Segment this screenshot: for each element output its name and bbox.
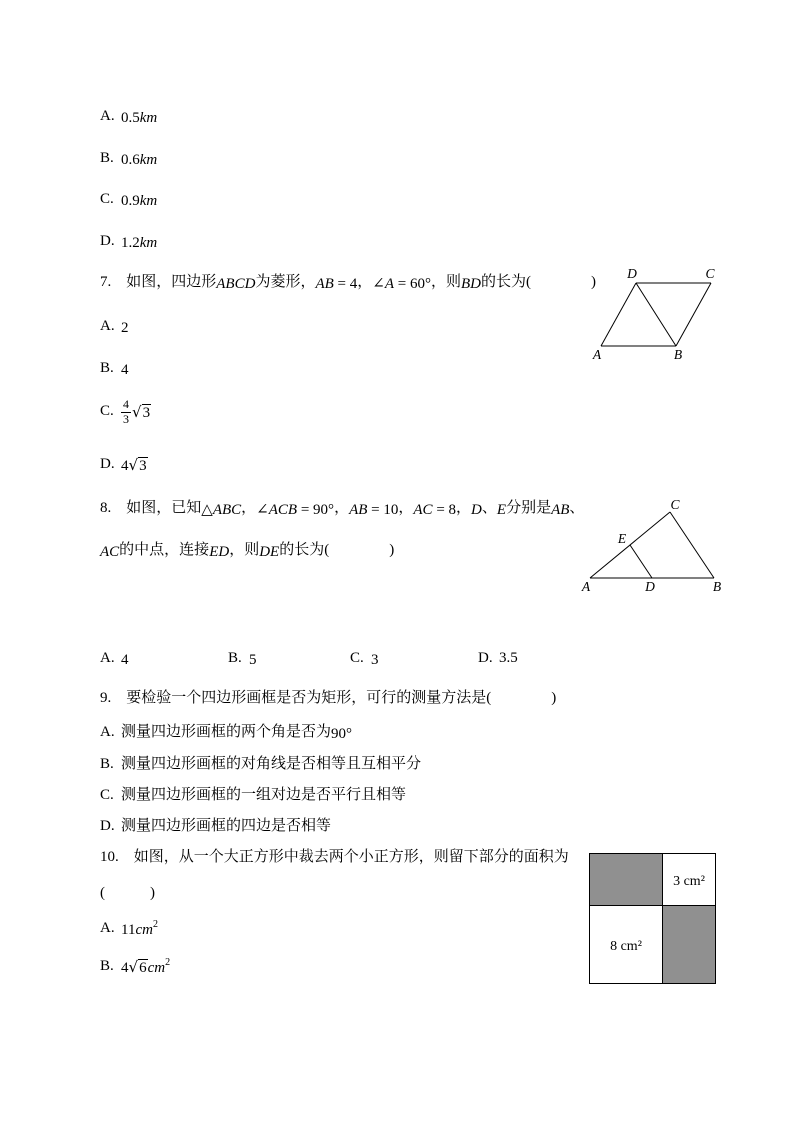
q6-option-b bbox=[100, 148, 157, 168]
option-text: 4√3 bbox=[121, 456, 147, 474]
segment-ed bbox=[630, 545, 652, 578]
q10-squares-figure bbox=[589, 853, 717, 985]
option-text: 3.5 bbox=[499, 650, 518, 666]
rhombus-edge-ad bbox=[601, 283, 636, 346]
question-text: 7. 如图，四边形ABCD为菱形，AB = 4，∠A = 60°，则BD的长为( ) bbox=[100, 274, 596, 292]
option-text: 0.9km bbox=[121, 193, 158, 209]
vertex-label-c: C bbox=[670, 498, 680, 512]
option-text: $\frac{4}{3}$ √3 bbox=[123, 397, 151, 426]
question-text: 8. 如图，已知△ABC，∠ACB = 90°，AB = 10，AC = 8，D、E分别是AB、 bbox=[100, 500, 585, 518]
gray-region-top-left bbox=[590, 854, 663, 906]
q8-option-d bbox=[478, 648, 518, 668]
q9-stem bbox=[100, 688, 556, 708]
q8-option-c bbox=[350, 648, 379, 668]
option-label: D. bbox=[478, 650, 493, 666]
option-label: A. bbox=[100, 318, 115, 334]
q8-stem-line1 bbox=[100, 498, 584, 518]
q7-option-d bbox=[100, 453, 148, 474]
vertex-label-c: C bbox=[705, 266, 715, 281]
q6-option-d bbox=[100, 231, 157, 251]
option-label: D. bbox=[100, 233, 115, 249]
option-text: 0.5km bbox=[121, 110, 158, 126]
option-label: B. bbox=[100, 360, 114, 376]
q6-option-c bbox=[100, 189, 157, 209]
option-label: C. bbox=[350, 650, 364, 666]
vertex-label-d: D bbox=[645, 579, 655, 592]
option-text: $11cm^2$ bbox=[121, 919, 158, 938]
option-label: D. bbox=[100, 456, 115, 472]
question-text: 9. 要检验一个四边形画框是否为矩形，可行的测量方法是( ) bbox=[100, 690, 557, 706]
q10-option-b bbox=[100, 955, 170, 976]
option-label: B. bbox=[228, 650, 242, 666]
option-label: C. bbox=[100, 402, 114, 419]
option-label: C. bbox=[100, 787, 114, 803]
q6-option-a bbox=[100, 106, 157, 126]
q9-option-d bbox=[100, 816, 331, 836]
vertex-label-b: B bbox=[712, 579, 722, 592]
rhombus-edge-bc bbox=[676, 283, 711, 346]
option-label: A. bbox=[100, 650, 115, 666]
option-label: A. bbox=[100, 724, 115, 740]
vertex-label-e: E bbox=[617, 531, 627, 546]
q10-stem-line1 bbox=[100, 847, 569, 867]
vertex-label-a: A bbox=[581, 579, 591, 592]
option-text: 3 bbox=[371, 652, 379, 668]
q7-option-a bbox=[100, 316, 129, 336]
option-text: 4 bbox=[121, 652, 129, 668]
option-text: 测量四边形画框的两个角是否为90° bbox=[121, 724, 353, 742]
option-label: B. bbox=[100, 150, 114, 166]
option-text: 1.2km bbox=[121, 235, 158, 251]
option-text: 测量四边形画框的四边是否相等 bbox=[121, 818, 332, 834]
gray-region-bottom-right bbox=[663, 906, 716, 984]
vertex-label-b: B bbox=[673, 347, 683, 360]
option-text: 测量四边形画框的一组对边是否平行且相等 bbox=[121, 787, 407, 803]
q9-option-a bbox=[100, 722, 352, 742]
option-text: $4√6cm^2$ bbox=[121, 957, 171, 976]
q8-option-a bbox=[100, 648, 129, 668]
question-text: AC的中点，连接ED，则DE的长为( ) bbox=[100, 542, 395, 560]
q7-rhombus-figure bbox=[588, 266, 723, 360]
option-text: 5 bbox=[249, 652, 257, 668]
q7-option-c bbox=[100, 397, 151, 426]
q7-option-b bbox=[100, 358, 129, 378]
triangle-edge-cb bbox=[670, 512, 714, 578]
option-label: A. bbox=[100, 108, 115, 124]
option-label: B. bbox=[100, 958, 114, 974]
option-label: D. bbox=[100, 818, 115, 834]
option-label: A. bbox=[100, 920, 115, 936]
q10-stem-line2 bbox=[100, 883, 155, 903]
option-label: C. bbox=[100, 191, 114, 207]
vertex-label-a: A bbox=[592, 347, 602, 360]
option-text: 4 bbox=[121, 362, 129, 378]
option-text: 0.6km bbox=[121, 152, 158, 168]
q8-stem-line2 bbox=[100, 540, 394, 560]
rhombus-diagonal-db bbox=[636, 283, 676, 346]
q9-option-c bbox=[100, 785, 406, 805]
option-text: 测量四边形画框的对角线是否相等且互相平分 bbox=[121, 756, 422, 772]
q8-triangle-figure bbox=[578, 498, 726, 592]
q8-option-b bbox=[228, 648, 257, 668]
q7-stem bbox=[100, 272, 596, 292]
vertex-label-d: D bbox=[627, 266, 637, 281]
area-label-8cm2: 8 cm² bbox=[610, 939, 642, 954]
area-label-3cm2: 3 cm² bbox=[673, 874, 705, 889]
question-text: ( ) bbox=[100, 885, 155, 901]
q10-option-a bbox=[100, 918, 158, 938]
question-text: 10. 如图，从一个大正方形中裁去两个小正方形，则留下部分的面积为 bbox=[100, 849, 569, 865]
q9-option-b bbox=[100, 754, 421, 774]
option-label: B. bbox=[100, 756, 114, 772]
option-text: 2 bbox=[121, 320, 129, 336]
